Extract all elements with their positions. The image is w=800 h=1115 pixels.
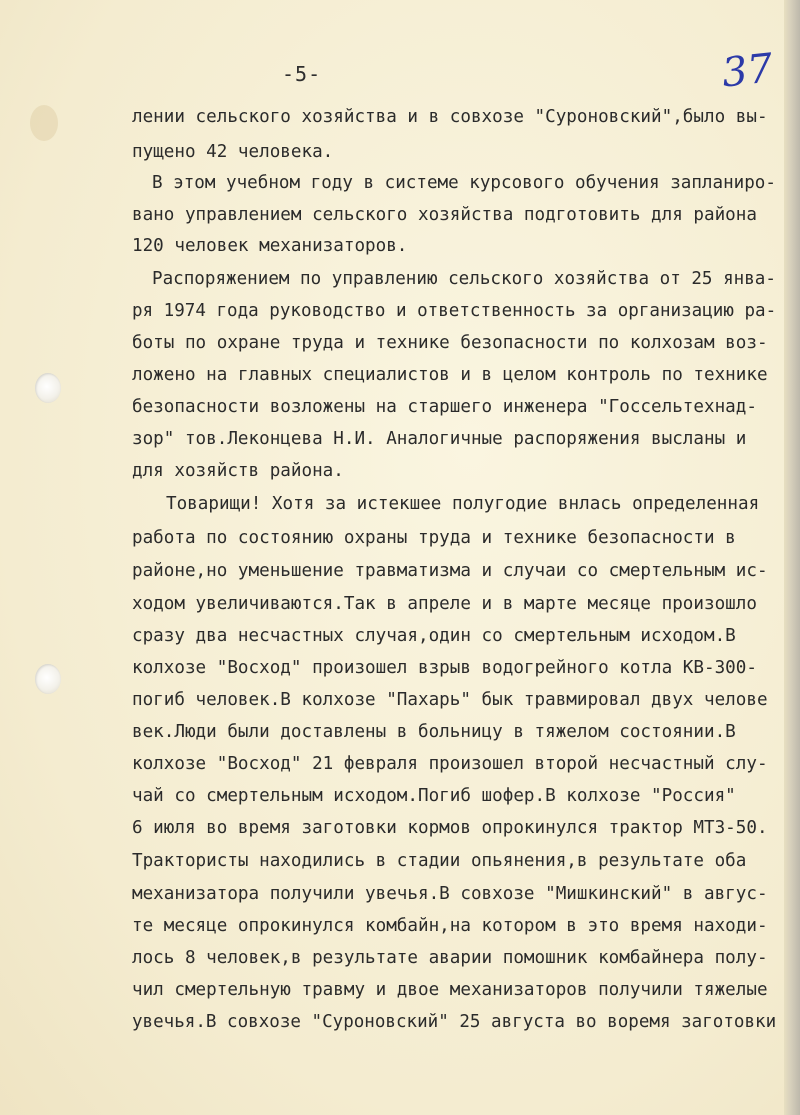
text-line: колхозе "Восход" произошел взрыв водогрейного котла КВ-300- <box>132 658 757 678</box>
text-line: лось 8 человек,в результате аварии помошник комбайнера полу- <box>132 948 768 968</box>
text-line: вано управлением сельского хозяйства подготовить для района <box>132 205 757 225</box>
text-line: Товарищи! Хотя за истекшее полугодие внлась определенная <box>166 494 760 514</box>
text-line: Распоряжением по управлению сельского хозяйства от 25 янва- <box>152 269 776 289</box>
text-line: для хозяйств района. <box>132 461 344 481</box>
text-line: ходом увеличиваются.Так в апреле и в марте месяце произошло <box>132 594 757 614</box>
text-line: боты по охране труда и технике безопасности по колхозам воз- <box>132 333 768 353</box>
text-line: безопасности возложены на старшего инженера "Госсельтехнад- <box>132 397 757 417</box>
text-line: механизатора получили увечья.В совхозе "Мишкинский" в авгус- <box>132 884 768 904</box>
text-line: районе,но уменьшение травматизма и случаи со смертельным ис- <box>132 561 768 581</box>
page-edge <box>784 0 800 1115</box>
handwritten-archive-number: 37 <box>719 45 776 97</box>
text-line: ложено на главных специалистов и в целом контроль по технике <box>132 365 768 385</box>
text-line: сразу два несчастных случая,один со смертельным исходом.В <box>132 626 736 646</box>
text-line: те месяце опрокинулся комбайн,на котором в это время находи- <box>132 916 768 936</box>
text-line: Трактористы находились в стадии опьянения,в результате оба <box>132 851 747 871</box>
text-line: лении сельского хозяйства и в совхозе "Суроновский",было вы- <box>132 107 768 127</box>
punch-hole-lower <box>35 664 61 694</box>
paper-stain <box>30 105 58 141</box>
text-line: зор" тов.Леконцева Н.И. Аналогичные распоряжения высланы и <box>132 429 747 449</box>
text-line: 120 человек механизаторов. <box>132 236 408 256</box>
punch-hole-upper <box>35 373 61 403</box>
text-line: колхозе "Восход" 21 февраля произошел второй несчастный слу- <box>132 754 768 774</box>
text-line: погиб человек.В колхозе "Пахарь" бык травмировал двух челове <box>132 690 768 710</box>
text-line: век.Люди были доставлены в больницу в тяжелом состоянии.В <box>132 722 736 742</box>
page-number: -5- <box>282 62 322 86</box>
text-line: работа по состоянию охраны труда и технике безопасности в <box>132 528 736 548</box>
text-line: пущено 42 человека. <box>132 142 334 162</box>
text-line: чил смертельную травму и двое механизаторов получили тяжелые <box>132 980 768 1000</box>
text-line: чай со смертельным исходом.Погиб шофер.В колхозе "Россия" <box>132 786 736 806</box>
text-line: увечья.В совхозе "Суроновский" 25 августа во воремя заготовки <box>132 1012 777 1032</box>
text-line: ря 1974 года руководство и ответственность за организацию ра- <box>132 301 777 321</box>
text-line: В этом учебном году в системе курсового обучения запланиро- <box>152 173 776 193</box>
text-line: 6 июля во время заготовки кормов опрокинулся трактор МТЗ-50. <box>132 818 768 838</box>
